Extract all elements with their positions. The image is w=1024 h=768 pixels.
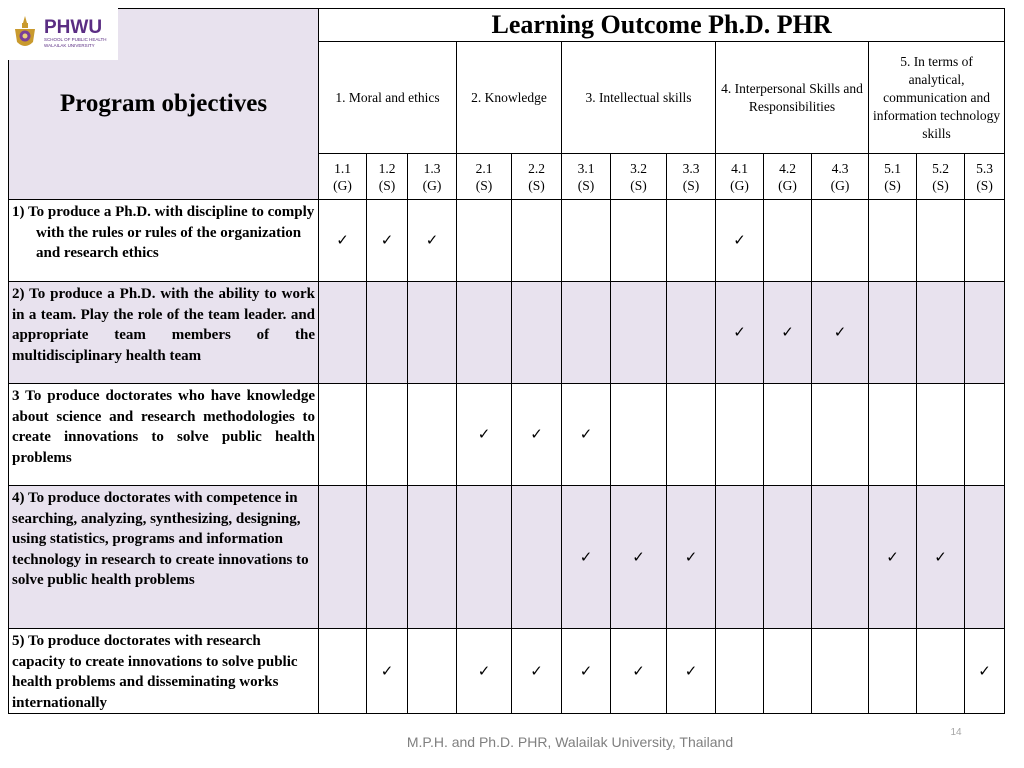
check-mark-cell: ✓ — [512, 384, 562, 486]
empty-cell — [319, 629, 367, 714]
empty-cell — [408, 486, 457, 629]
empty-cell — [319, 486, 367, 629]
sub-outcome-header — [367, 154, 408, 200]
sub-outcome-type: (S) — [932, 177, 949, 193]
empty-cell — [562, 282, 611, 384]
check-mark-cell: ✓ — [562, 486, 611, 629]
empty-cell — [869, 282, 917, 384]
check-mark-cell: ✓ — [764, 282, 812, 384]
empty-cell — [869, 384, 917, 486]
sub-outcome-code: 4.2 — [779, 160, 796, 176]
sub-outcome-type: (G) — [830, 177, 850, 193]
empty-cell — [965, 384, 1005, 486]
empty-cell — [917, 200, 965, 282]
empty-cell — [457, 282, 512, 384]
domain-header: 1. Moral and ethics — [319, 42, 457, 154]
page-number: 14 — [950, 727, 962, 738]
empty-cell — [812, 629, 869, 714]
check-mark-cell: ✓ — [562, 629, 611, 714]
empty-cell — [319, 384, 367, 486]
empty-cell — [965, 486, 1005, 629]
sub-outcome-header — [319, 154, 367, 200]
footer-text: M.P.H. and Ph.D. PHR, Walailak University, Thailand — [406, 734, 734, 750]
check-mark-cell: ✓ — [367, 629, 408, 714]
empty-cell — [716, 486, 764, 629]
objective-text: 2) To produce a Ph.D. with the ability to work in a team. Play the role of the team leader. and appropriate team members of the multidisciplinary health team — [9, 282, 319, 384]
empty-cell — [457, 486, 512, 629]
school-logo — [8, 6, 118, 60]
empty-cell — [869, 629, 917, 714]
domain-header: 4. Interpersonal Skills and Responsibilities — [716, 42, 869, 154]
sub-outcome-header — [457, 154, 512, 200]
logo-subtitle-1: SCHOOL OF PUBLIC HEALTH — [44, 37, 107, 42]
sub-outcome-type: (S) — [976, 177, 993, 193]
check-mark-cell: ✓ — [667, 486, 716, 629]
objective-row — [9, 200, 1005, 282]
sub-outcome-type: (S) — [528, 177, 545, 193]
sub-outcome-header — [667, 154, 716, 200]
sub-outcome-code: 5.2 — [932, 160, 949, 176]
sub-outcome-header — [716, 154, 764, 200]
sub-outcome-code: 1.3 — [423, 160, 441, 176]
program-objectives-header: Program objectives — [9, 9, 319, 200]
empty-cell — [965, 200, 1005, 282]
empty-cell — [812, 486, 869, 629]
sub-outcome-code: 1.1 — [334, 160, 351, 176]
sub-outcome-type: (S) — [682, 177, 700, 193]
objective-row — [9, 282, 1005, 384]
check-mark-cell: ✓ — [869, 486, 917, 629]
check-mark-cell: ✓ — [965, 629, 1005, 714]
sub-outcome-header — [512, 154, 562, 200]
empty-cell — [764, 486, 812, 629]
empty-cell — [764, 384, 812, 486]
learning-outcome-title: Learning Outcome Ph.D. PHR — [319, 9, 1005, 42]
sub-outcome-type: (S) — [884, 177, 901, 193]
empty-cell — [965, 282, 1005, 384]
check-mark-cell: ✓ — [457, 384, 512, 486]
check-mark-cell: ✓ — [457, 629, 512, 714]
sub-outcome-type: (S) — [577, 177, 595, 193]
empty-cell — [512, 486, 562, 629]
sub-outcome-code: 2.1 — [475, 160, 493, 176]
empty-cell — [716, 629, 764, 714]
sub-outcome-type: (S) — [475, 177, 493, 193]
empty-cell — [408, 629, 457, 714]
sub-outcome-code: 3.2 — [630, 160, 647, 176]
domain-header: 2. Knowledge — [457, 42, 562, 154]
empty-cell — [512, 282, 562, 384]
sub-outcome-type: (G) — [333, 177, 352, 193]
objective-text: 1) To produce a Ph.D. with discipline to comply with the rules or rules of the organization and research ethics — [9, 200, 319, 282]
sub-outcome-header — [611, 154, 667, 200]
sub-outcome-code: 2.2 — [528, 160, 545, 176]
sub-outcome-type: (G) — [422, 177, 442, 193]
learning-outcome-matrix — [8, 8, 1005, 714]
empty-cell — [667, 200, 716, 282]
logo-subtitle-2: WALAILAK UNIVERSITY — [44, 42, 95, 48]
empty-cell — [457, 200, 512, 282]
check-mark-cell: ✓ — [716, 282, 764, 384]
empty-cell — [367, 486, 408, 629]
sub-outcome-header — [408, 154, 457, 200]
sub-outcome-code: 3.3 — [682, 160, 700, 176]
sub-outcome-code: 4.1 — [731, 160, 748, 176]
objective-row — [9, 384, 1005, 486]
check-mark-cell: ✓ — [812, 282, 869, 384]
sub-outcome-code: 5.3 — [976, 160, 993, 176]
sub-outcome-header — [812, 154, 869, 200]
empty-cell — [812, 200, 869, 282]
check-mark-cell: ✓ — [408, 200, 457, 282]
sub-outcome-code: 1.2 — [378, 160, 396, 176]
empty-cell — [716, 384, 764, 486]
sub-outcome-type: (S) — [630, 177, 647, 193]
empty-cell — [408, 384, 457, 486]
empty-cell — [667, 282, 716, 384]
empty-cell — [764, 200, 812, 282]
check-mark-cell: ✓ — [611, 486, 667, 629]
objective-row — [9, 629, 1005, 714]
check-mark-cell: ✓ — [367, 200, 408, 282]
crest-icon — [10, 15, 40, 51]
empty-cell — [367, 384, 408, 486]
empty-cell — [611, 282, 667, 384]
sub-outcome-header — [965, 154, 1005, 200]
sub-outcome-type: (S) — [378, 177, 396, 193]
sub-outcome-header — [869, 154, 917, 200]
check-mark-cell: ✓ — [562, 384, 611, 486]
sub-outcome-code: 4.3 — [831, 160, 849, 176]
empty-cell — [367, 282, 408, 384]
sub-outcome-code: 5.1 — [884, 160, 901, 176]
objective-text: 3 To produce doctorates who have knowledge about science and research methodologies to create innovations to solve public health problems — [9, 384, 319, 486]
check-mark-cell: ✓ — [667, 629, 716, 714]
check-mark-cell: ✓ — [611, 629, 667, 714]
check-mark-cell: ✓ — [319, 200, 367, 282]
logo-name: PHWU — [44, 17, 103, 38]
sub-outcome-header — [764, 154, 812, 200]
empty-cell — [917, 629, 965, 714]
sub-outcome-header — [562, 154, 611, 200]
domain-header: 5. In terms of analytical, communication and information technology skills — [869, 42, 1005, 154]
sub-outcome-code: 3.1 — [577, 160, 595, 176]
empty-cell — [319, 282, 367, 384]
sub-outcome-type: (G) — [778, 177, 797, 193]
sub-outcome-header — [917, 154, 965, 200]
sub-outcome-type: (G) — [730, 177, 749, 193]
empty-cell — [917, 384, 965, 486]
check-mark-cell: ✓ — [716, 200, 764, 282]
empty-cell — [512, 200, 562, 282]
objective-text: 5) To produce doctorates with research capacity to create innovations to solve public health problems and disseminating works internationally — [9, 629, 319, 714]
empty-cell — [611, 200, 667, 282]
objective-text: 4) To produce doctorates with competence in searching, analyzing, synthesizing, designing, using statistics, programs and information technology in research to create innovations to solve public health problems — [9, 486, 319, 629]
empty-cell — [667, 384, 716, 486]
empty-cell — [408, 282, 457, 384]
empty-cell — [562, 200, 611, 282]
empty-cell — [869, 200, 917, 282]
check-mark-cell: ✓ — [512, 629, 562, 714]
empty-cell — [764, 629, 812, 714]
empty-cell — [611, 384, 667, 486]
empty-cell — [917, 282, 965, 384]
domain-header: 3. Intellectual skills — [562, 42, 716, 154]
check-mark-cell: ✓ — [917, 486, 965, 629]
objective-row — [9, 486, 1005, 629]
empty-cell — [812, 384, 869, 486]
